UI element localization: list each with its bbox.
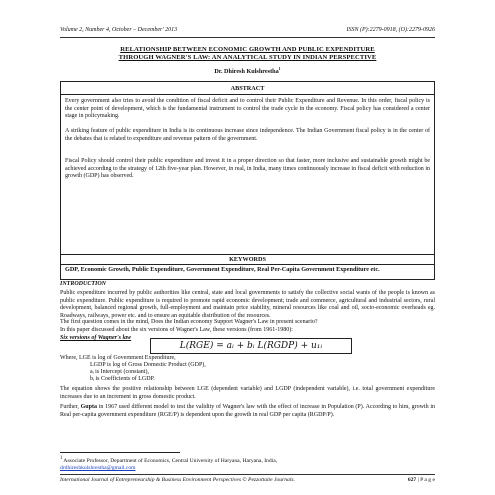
- footnote-affiliation: Associate Professor, Department of Economics, Central University of Haryana, Haryana, India,: [63, 457, 278, 464]
- keywords-divider: [61, 264, 434, 265]
- author-footnote-mark: 1: [278, 66, 281, 71]
- where-line-1: Where, LGE is log of Government Expenditure,: [60, 355, 176, 361]
- abstract-heading: ABSTRACT: [230, 85, 265, 92]
- relationship-paragraph: The equation shows the positive relationship between LGE (dependent variable) and LGDP (independent variable), i.e. total government expenditure increases due to an increment in gross domestic product.: [60, 386, 435, 400]
- journal-volume: Volume 2, Number 4, October – December' 2013: [60, 27, 178, 33]
- keywords-box: [60, 254, 435, 280]
- six-versions-heading: Six versions of Wagner's law: [60, 335, 132, 341]
- keywords-text: GDP, Economic Growth, Public Expenditure, Government Expenditure, Real Per-Capita Government Expenditure etc.: [65, 266, 380, 273]
- page-number: 627 | P a g e: [407, 477, 435, 483]
- author-email-link[interactable]: drdhireshkulshrestha@gmail.com: [60, 464, 136, 471]
- keywords-heading: KEYWORDS: [229, 256, 266, 263]
- header-divider: [60, 37, 435, 38]
- equation-variables: [60, 355, 206, 383]
- paper-title: [60, 46, 435, 62]
- where-line-3: aᵢ is Intercept (constant),: [90, 369, 149, 375]
- page-footer: [60, 477, 435, 483]
- author-name: Dr. Dhiresh Kulshrestha: [214, 68, 279, 76]
- gupta-paragraph: Further, Gupta in 1967 used different model to test the validity of Wagner's law with the effect of increase in Population (P). According to him, growth in Real per-capita government expenditure (RGE/P) is dependent upon the growth in real GDP per capita (RGDP/P).: [60, 404, 435, 418]
- introduction-paragraph-3: In this paper discussed about the six versions of Wagner's Law, these versions (from 1961-1980):: [60, 327, 293, 333]
- gupta-name: Gupta: [80, 404, 97, 410]
- abstract-box: [60, 81, 435, 255]
- footnote-mark: 1: [60, 456, 63, 461]
- footnote-divider: [60, 452, 180, 453]
- running-header: [60, 27, 435, 37]
- footnote: [60, 455, 435, 472]
- author-line: [60, 66, 435, 75]
- abstract-paragraph-2: A striking feature of public expenditure in India is its continuous increase since independence. The Indian Government fiscal policy is in the center of the debates that is related to expenditure and revenue pattern of the government.: [65, 128, 430, 142]
- introduction-paragraph-2: The first question comes in the mind, Does the Indian economy Support Wagner's Law in present scenario?: [60, 319, 318, 325]
- where-line-2: LGDP is log of Gross Domestic Product (GDP),: [90, 362, 206, 368]
- where-line-4: bᵢ is Coefficients of LGDP.: [90, 376, 155, 382]
- introduction-heading: INTRODUCTION: [60, 281, 107, 287]
- journal-name: International Journal of Entrepreneurship & Business Environment Perspectives © Pezzottaite Journals.: [60, 477, 295, 483]
- title-line-1: RELATIONSHIP BETWEEN ECONOMIC GROWTH AND PUBLIC EXPENDITURE: [120, 46, 375, 53]
- abstract-paragraph-1: Every government also tries to avoid the condition of fiscal deficit and to control their Public Expenditure and Revenue. In this order, fiscal policy is the center point of development, which is the fundamental instrument to control the trade cycle in the economy. Fiscal policy has considered a center stage in policymaking.: [65, 98, 430, 120]
- footer-divider: [60, 474, 435, 475]
- title-line-2: THROUGH WAGNER'S LAW: AN ANALYTICAL STUDY IN INDIAN PERSPECTIVE: [118, 54, 377, 61]
- introduction-paragraph-1: Public expenditure incurred by public authorities like central, state and local governments to satisfy the collective social wants of the people is known as public expenditure. Public expenditure is required to promote rapid economic development; trade and commerce, agricultural and industrial sectors, rural development, balanced regional growth, full-employment and maintain price stability, mineral resources like coal and oil, socio-economic overheads eg. Roadways, railways, power etc. and to ensure an equitable distribution of the resources.: [60, 290, 435, 319]
- abstract-paragraph-3: Fiscal Policy should control their public expenditure and invest it in a proper direction so that faster, more inclusive and sustainable growth might be achieved according to the strategy of 12th five-year plan. However, in real, in India, many times continuously increase in fiscal deficit with reduction in growth (GDP) has observed.: [65, 158, 430, 180]
- wagner-equation: L(RGE) = aᵢ + bᵢ L(RGDP) + u₁ᵢ: [150, 338, 352, 354]
- issn: ISSN (P):2279-0918, (O):2279-0926: [346, 27, 435, 33]
- abstract-divider: [61, 94, 434, 95]
